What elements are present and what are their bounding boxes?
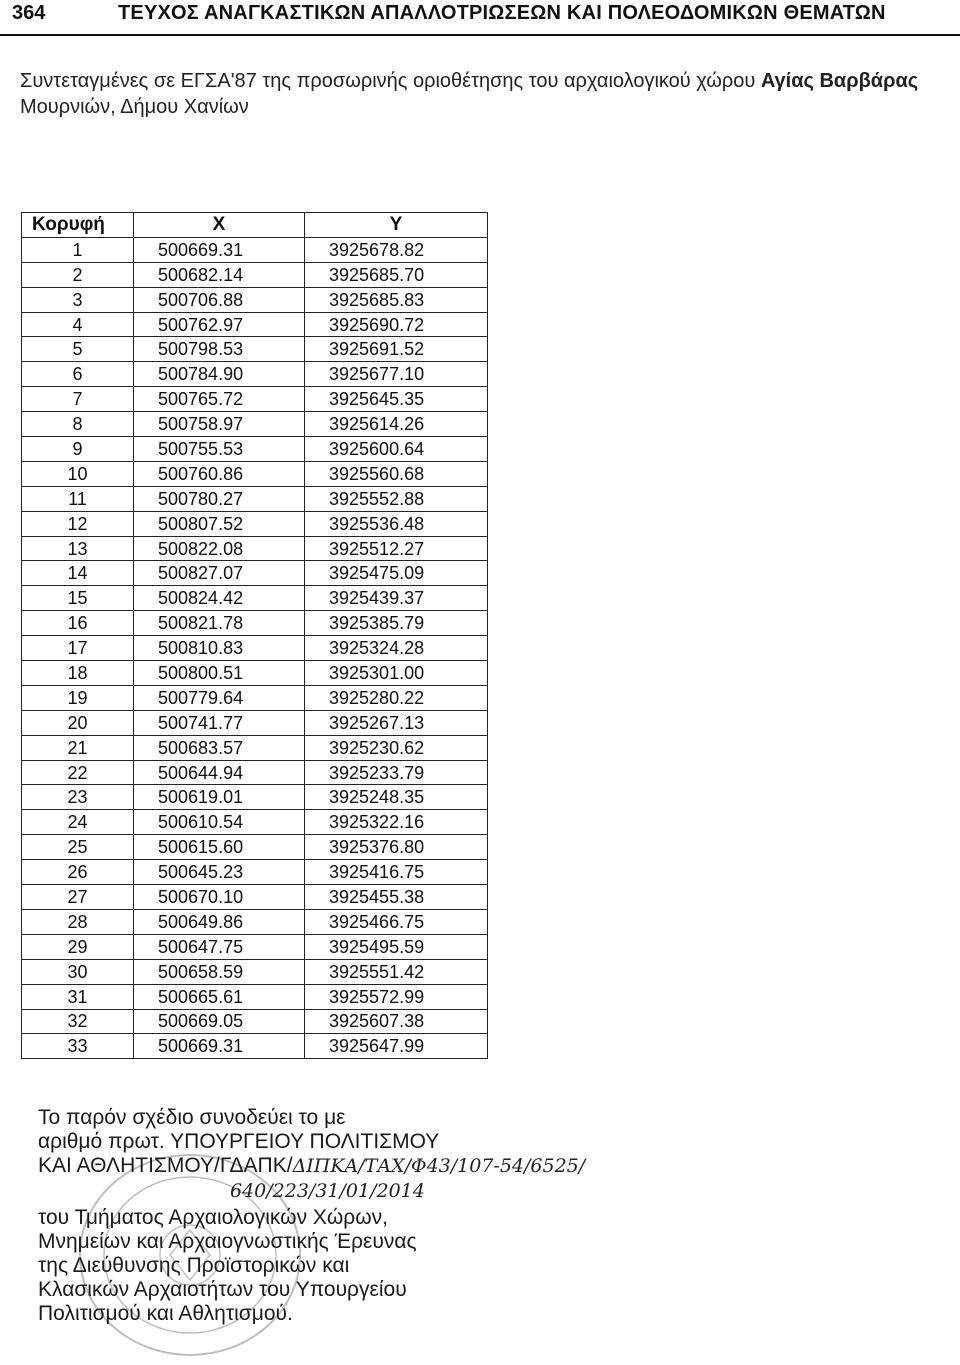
cell-vertex: 7: [22, 387, 134, 412]
cell-y: 3925376.80: [305, 835, 488, 860]
cell-x: 500669.31: [134, 1034, 305, 1059]
header-x: X: [134, 213, 305, 238]
coordinates-table-container: [21, 212, 488, 1059]
cell-x: 500658.59: [134, 959, 305, 984]
cell-vertex: 6: [22, 362, 134, 387]
cell-y: 3925560.68: [305, 461, 488, 486]
table-row: [22, 412, 488, 437]
cell-vertex: 13: [22, 536, 134, 561]
cell-x: 500807.52: [134, 511, 305, 536]
cell-x: 500706.88: [134, 287, 305, 312]
table-row: [22, 860, 488, 885]
table-row: [22, 835, 488, 860]
table-row: [22, 586, 488, 611]
cell-vertex: 9: [22, 437, 134, 462]
table-row: [22, 710, 488, 735]
cell-y: 3925677.10: [305, 362, 488, 387]
caption-line2: Μουρνιών, Δήμου Χανίων: [20, 96, 249, 118]
cell-x: 500615.60: [134, 835, 305, 860]
table-row: [22, 661, 488, 686]
cell-x: 500669.31: [134, 237, 305, 262]
cell-y: 3925552.88: [305, 486, 488, 511]
cell-vertex: 3: [22, 287, 134, 312]
cell-vertex: 1: [22, 237, 134, 262]
table-row: [22, 511, 488, 536]
cell-y: 3925690.72: [305, 312, 488, 337]
cell-vertex: 21: [22, 735, 134, 760]
cell-vertex: 19: [22, 685, 134, 710]
cell-vertex: 33: [22, 1034, 134, 1059]
stamp-line-3: [38, 1153, 585, 1179]
cell-y: 3925600.64: [305, 437, 488, 462]
caption-text: Συντεταγμένες σε ΕΓΣΑ'87 της προσωρινής οριοθέτησης του αρχαιολογικού χώρου: [20, 70, 761, 92]
cell-x: 500780.27: [134, 486, 305, 511]
cell-vertex: 4: [22, 312, 134, 337]
cell-x: 500810.83: [134, 636, 305, 661]
stamp-line-7: της Διεύθυνσης Προϊστορικών και: [38, 1254, 350, 1277]
table-row: [22, 362, 488, 387]
page-number: 364: [12, 2, 46, 24]
stamp-line-4-handwritten: 640/223/31/01/2014: [230, 1180, 425, 1202]
cell-x: 500647.75: [134, 934, 305, 959]
table-body: [22, 237, 488, 1058]
table-row: [22, 237, 488, 262]
cell-x: 500649.86: [134, 909, 305, 934]
document-caption: [20, 68, 950, 120]
cell-x: 500610.54: [134, 810, 305, 835]
table-row: [22, 437, 488, 462]
cell-y: 3925466.75: [305, 909, 488, 934]
table-row: [22, 611, 488, 636]
cell-x: 500665.61: [134, 984, 305, 1009]
cell-vertex: 32: [22, 1009, 134, 1034]
cell-y: 3925678.82: [305, 237, 488, 262]
stamp-line-9: Πολιτισμού και Αθλητισμού.: [38, 1302, 293, 1325]
table-row: [22, 1034, 488, 1059]
table-row: [22, 636, 488, 661]
cell-vertex: 26: [22, 860, 134, 885]
cell-vertex: 15: [22, 586, 134, 611]
stamp-line-3-printed: ΚΑΙ ΑΘΛΗΤΙΣΜΟΥ/ΓΔΑΠΚ/: [38, 1154, 293, 1177]
cell-vertex: 22: [22, 760, 134, 785]
cell-x: 500784.90: [134, 362, 305, 387]
cell-vertex: 31: [22, 984, 134, 1009]
cell-y: 3925324.28: [305, 636, 488, 661]
stamp-line-1: Το παρόν σχέδιο συνοδεύει το με: [38, 1106, 346, 1129]
table-row: [22, 1009, 488, 1034]
table-row: [22, 959, 488, 984]
cell-vertex: 24: [22, 810, 134, 835]
cell-vertex: 11: [22, 486, 134, 511]
cell-vertex: 10: [22, 461, 134, 486]
cell-y: 3925685.83: [305, 287, 488, 312]
cell-vertex: 20: [22, 710, 134, 735]
stamp-line-3-handwritten: ΔΙΠΚΑ/ΤΑΧ/Φ43/107-54/6525/: [292, 1155, 586, 1177]
cell-y: 3925248.35: [305, 785, 488, 810]
table-row: [22, 486, 488, 511]
cell-y: 3925439.37: [305, 586, 488, 611]
table-row: [22, 461, 488, 486]
journal-title: ΤΕΥΧΟΣ ΑΝΑΓΚΑΣΤΙΚΩΝ ΑΠΑΛΛΟΤΡΙΩΣΕΩΝ ΚΑΙ ΠΟΛΕΟΔΟΜΙΚΩΝ ΘΕΜΑΤΩΝ: [118, 2, 886, 24]
ministry-stamp: [30, 1105, 650, 1345]
cell-x: 500741.77: [134, 710, 305, 735]
cell-y: 3925536.48: [305, 511, 488, 536]
stamp-line-2: αριθμό πρωτ. ΥΠΟΥΡΓΕΙΟΥ ΠΟΛΙΤΙΣΜΟΥ: [38, 1130, 440, 1153]
table-row: [22, 387, 488, 412]
table-row: [22, 262, 488, 287]
cell-x: 500762.97: [134, 312, 305, 337]
cell-y: 3925614.26: [305, 412, 488, 437]
cell-vertex: 28: [22, 909, 134, 934]
cell-vertex: 2: [22, 262, 134, 287]
cell-x: 500682.14: [134, 262, 305, 287]
cell-x: 500824.42: [134, 586, 305, 611]
cell-vertex: 25: [22, 835, 134, 860]
table-row: [22, 337, 488, 362]
table-header-row: [22, 213, 488, 238]
cell-y: 3925301.00: [305, 661, 488, 686]
cell-x: 500669.05: [134, 1009, 305, 1034]
cell-vertex: 18: [22, 661, 134, 686]
table-row: [22, 685, 488, 710]
cell-y: 3925607.38: [305, 1009, 488, 1034]
cell-x: 500755.53: [134, 437, 305, 462]
cell-vertex: 14: [22, 561, 134, 586]
page-header: [0, 0, 960, 36]
cell-vertex: 30: [22, 959, 134, 984]
cell-x: 500765.72: [134, 387, 305, 412]
cell-vertex: 8: [22, 412, 134, 437]
cell-x: 500800.51: [134, 661, 305, 686]
table-row: [22, 287, 488, 312]
header-vertex: Κορυφή: [22, 213, 134, 238]
cell-x: 500760.86: [134, 461, 305, 486]
cell-y: 3925475.09: [305, 561, 488, 586]
cell-x: 500619.01: [134, 785, 305, 810]
cell-x: 500645.23: [134, 860, 305, 885]
cell-x: 500822.08: [134, 536, 305, 561]
cell-x: 500758.97: [134, 412, 305, 437]
stamp-line-6: Μνημείων και Αρχαιογνωστικής Έρευνας: [38, 1230, 417, 1253]
coordinates-table: [21, 212, 488, 1059]
cell-y: 3925647.99: [305, 1034, 488, 1059]
cell-y: 3925280.22: [305, 685, 488, 710]
cell-vertex: 5: [22, 337, 134, 362]
table-row: [22, 312, 488, 337]
stamp-line-5: του Τμήματος Αρχαιολογικών Χώρων,: [38, 1206, 388, 1229]
cell-x: 500821.78: [134, 611, 305, 636]
table-row: [22, 909, 488, 934]
cell-x: 500670.10: [134, 885, 305, 910]
cell-y: 3925385.79: [305, 611, 488, 636]
cell-vertex: 16: [22, 611, 134, 636]
cell-y: 3925691.52: [305, 337, 488, 362]
cell-y: 3925685.70: [305, 262, 488, 287]
cell-y: 3925230.62: [305, 735, 488, 760]
cell-y: 3925512.27: [305, 536, 488, 561]
cell-y: 3925267.13: [305, 710, 488, 735]
cell-y: 3925495.59: [305, 934, 488, 959]
cell-x: 500827.07: [134, 561, 305, 586]
caption-bold: Αγίας Βαρβάρας: [760, 70, 919, 92]
cell-y: 3925455.38: [305, 885, 488, 910]
cell-x: 500779.64: [134, 685, 305, 710]
table-row: [22, 785, 488, 810]
cell-x: 500644.94: [134, 760, 305, 785]
table-row: [22, 810, 488, 835]
table-row: [22, 536, 488, 561]
table-row: [22, 885, 488, 910]
cell-vertex: 29: [22, 934, 134, 959]
cell-y: 3925645.35: [305, 387, 488, 412]
cell-vertex: 23: [22, 785, 134, 810]
table-row: [22, 561, 488, 586]
table-row: [22, 934, 488, 959]
cell-y: 3925233.79: [305, 760, 488, 785]
cell-y: 3925551.42: [305, 959, 488, 984]
table-row: [22, 984, 488, 1009]
cell-y: 3925572.99: [305, 984, 488, 1009]
cell-y: 3925416.75: [305, 860, 488, 885]
cell-x: 500798.53: [134, 337, 305, 362]
table-row: [22, 735, 488, 760]
table-row: [22, 760, 488, 785]
cell-vertex: 17: [22, 636, 134, 661]
stamp-line-8: Κλασικών Αρχαιοτήτων του Υπουργείου: [38, 1278, 407, 1301]
cell-vertex: 12: [22, 511, 134, 536]
cell-vertex: 27: [22, 885, 134, 910]
cell-x: 500683.57: [134, 735, 305, 760]
header-y: Y: [305, 213, 488, 238]
cell-y: 3925322.16: [305, 810, 488, 835]
